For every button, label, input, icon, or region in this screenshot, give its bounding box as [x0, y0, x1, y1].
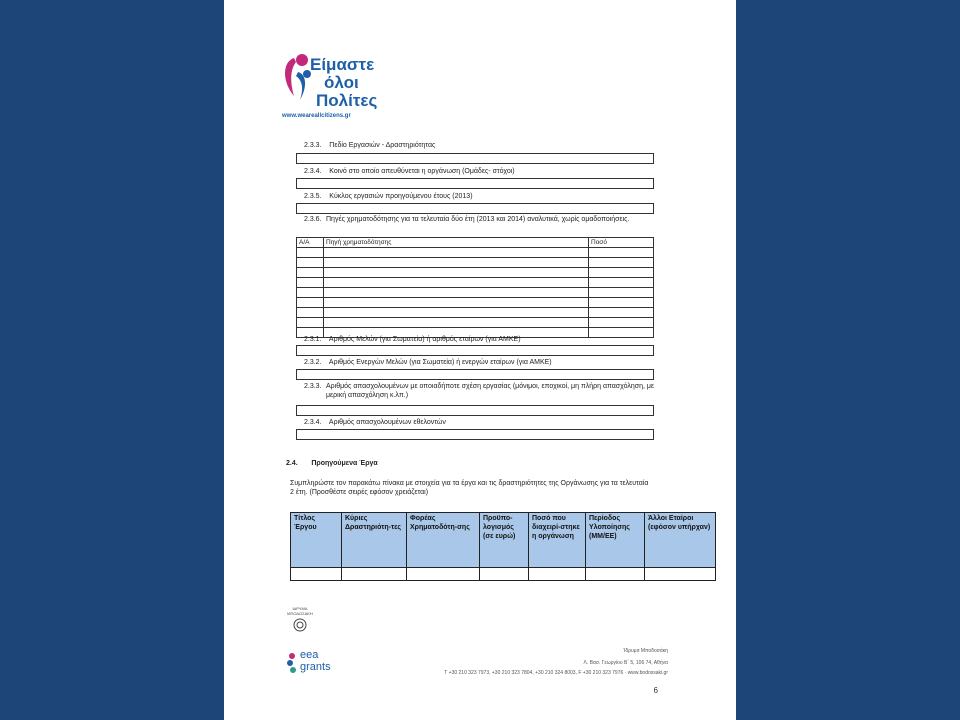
section-number: 2.3.2.	[304, 359, 322, 366]
table-row[interactable]	[297, 288, 654, 298]
section-number: 2.3.1.	[304, 336, 322, 343]
bodossaki-logo	[286, 606, 314, 637]
section-text: Κύκλος εργασιών προηγούμενου έτους (2013)	[329, 193, 473, 200]
field-active-members[interactable]	[296, 369, 654, 380]
section-text: Πηγές χρηματοδότησης για τα τελευταία δύο έτη (2013 και 2014) αναλυτικά, χωρίς ομαδοποιήσεις.	[326, 216, 630, 223]
section-number: 2.3.4.	[304, 419, 322, 426]
footer-org: Ίδρυμα Μποδοσάκη	[623, 648, 668, 654]
section-number: 2.3.3.	[304, 383, 322, 390]
section-number: 2.3.5.	[304, 193, 322, 200]
table-header: Α/Α	[297, 238, 324, 248]
funding-table	[296, 237, 654, 338]
section-label	[304, 167, 515, 176]
section-text: Αριθμός απασχολουμένων εθελοντών	[328, 419, 446, 426]
table-header: Προϋπο-λογισμός (σε ευρώ)	[480, 513, 529, 568]
section-label	[304, 335, 521, 344]
table-row[interactable]	[297, 298, 654, 308]
eea-text: eea	[300, 649, 319, 661]
table-row[interactable]	[297, 248, 654, 258]
footer-address: Λ. Βασ. Γεωργίου Β΄ 5, 106 74, Αθήνα	[583, 660, 668, 666]
document-page	[224, 0, 736, 720]
section-intro: Συμπληρώστε τον παρακάτω πίνακα με στοιχεία για τα έργα και τις δραστηριότητες της Οργάνωσης για τα τελευταία 2 έτη. (Προσθέστε σειρές εφόσον χρειάζεται)	[290, 480, 649, 496]
field-target-groups[interactable]	[296, 178, 654, 189]
section-label	[304, 358, 552, 367]
section-number: 2.3.4.	[304, 168, 322, 175]
section-label	[304, 215, 656, 224]
table-header: Πηγή χρηματοδότησης	[324, 238, 589, 248]
table-header: Περίοδος Υλοποίησης (ΜΜ/ΕΕ)	[586, 513, 645, 568]
logo-line-2: όλοι	[324, 73, 359, 92]
section-label	[304, 192, 473, 201]
section-number: 2.3.3.	[304, 142, 322, 149]
table-header: Άλλοι Εταίροι (εφόσον υπήρχαν)	[645, 513, 716, 568]
table-row[interactable]	[297, 258, 654, 268]
table-row[interactable]	[291, 568, 716, 581]
table-row[interactable]	[297, 318, 654, 328]
section-text: Αριθμός Μελών (για Σωματεία) ή αριθμός εταίρων (για ΑΜΚΕ)	[328, 336, 521, 343]
projects-table	[290, 512, 716, 581]
bodossaki-logo-text: ΙΔΡΥΜΑ ΜΠΟΔΟΣΑΚΗ	[287, 606, 313, 616]
table-row[interactable]	[297, 268, 654, 278]
table-header: Φορέας Χρηματοδότη-σης	[407, 513, 480, 568]
grants-text: grants	[300, 661, 331, 673]
table-header: Κύριες Δραστηριότη-τες	[342, 513, 407, 568]
section-text: Αριθμός απασχολουμένων με οποιαδήποτε σχέση εργασίας (μόνιμοι, εποχικοί, μη πλήρη απασχόληση, με μερική απασχόληση κ.λπ.)	[326, 383, 655, 399]
logo-figure-icon	[280, 52, 314, 110]
table-header: Τίτλος Έργου	[291, 513, 342, 568]
logo-line-1: Είμαστε	[310, 55, 375, 74]
eea-grants-icon	[286, 652, 298, 674]
section-label	[304, 418, 446, 427]
table-header: Ποσό που διαχειρί-στηκε η οργάνωση	[529, 513, 586, 568]
table-header-row	[297, 238, 654, 248]
eea-grants-logo	[286, 648, 346, 678]
page-number: 6	[653, 686, 658, 695]
bodossaki-seal-icon	[293, 618, 307, 632]
section-number: 2.3.6.	[304, 216, 322, 223]
logo-line-3: Πολίτες	[316, 91, 378, 110]
section-number: 2.4.	[286, 460, 298, 467]
logo	[280, 50, 410, 122]
field-members[interactable]	[296, 345, 654, 356]
field-employees[interactable]	[296, 405, 654, 416]
field-turnover[interactable]	[296, 203, 654, 214]
section-label	[304, 382, 656, 400]
field-activity[interactable]	[296, 153, 654, 164]
section-text: Πεδίο Εργασιών - Δραστηριότητας	[329, 142, 436, 149]
section-text: Κοινό στο οποίο απευθύνεται η οργάνωση (Ομάδες- στόχοι)	[329, 168, 515, 175]
table-row[interactable]	[297, 278, 654, 288]
section-heading	[286, 459, 378, 468]
table-header: Ποσό	[589, 238, 654, 248]
section-label	[304, 141, 435, 150]
table-row[interactable]	[297, 308, 654, 318]
table-header-row	[291, 513, 716, 568]
section-title: Προηγούμενα Έργα	[311, 460, 378, 467]
field-volunteers[interactable]	[296, 429, 654, 440]
footer-contacts: T +30 210 323 7973, +30 210 323 7804, +30 210 324 8003, F +30 210 323 7976 · www.bodossaki.gr	[444, 670, 668, 676]
logo-url: www.weareallcitizens.gr	[282, 113, 351, 119]
section-text: Αριθμός Ενεργών Μελών (για Σωματεία) ή ενεργών εταίρων (για ΑΜΚΕ)	[328, 359, 552, 366]
